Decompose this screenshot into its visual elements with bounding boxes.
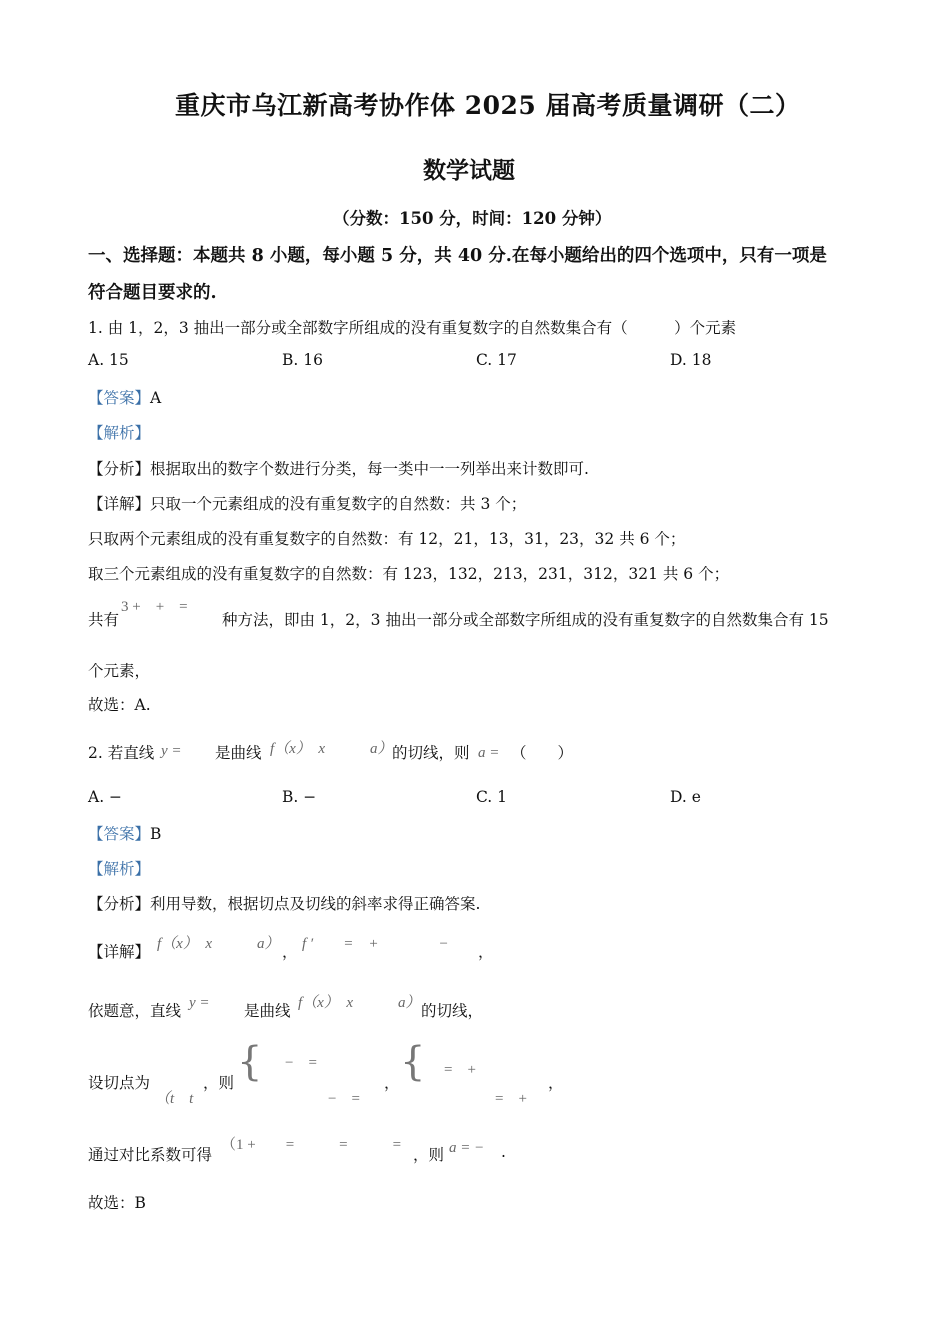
- q2-xiangjie-formula-f: f（x） x a）: [157, 936, 280, 952]
- q2-yiti-mid: 是曲线: [244, 1002, 291, 1020]
- q2-xiangjie-formula-fprime: f ′ = + −: [302, 936, 449, 952]
- system-brace-icon: {: [237, 1039, 263, 1085]
- q1-detail-line3: 取三个元素组成的没有重复数字的自然数：有 123，132，213，231，312，321 共 6 个；: [88, 565, 730, 583]
- q2-qiedian-point: （t t: [155, 1091, 194, 1107]
- q2-fenxi-tag: 【分析】: [88, 895, 151, 913]
- q2-option-b: B. −: [282, 788, 317, 806]
- q2-yiti-prefix: 依题意，直线: [88, 1002, 182, 1020]
- q2-answer-line: [88, 822, 161, 844]
- q2-xiangjie-tag: 【详解】: [88, 943, 151, 961]
- q1-answer-line: [88, 386, 161, 408]
- q2-stem-c: 的切线，则: [392, 744, 470, 762]
- q2-stem-formula-a: a =: [478, 745, 500, 761]
- exam-subtitle: 数学试题: [423, 157, 515, 184]
- section-heading-line1: 一、选择题：本题共 8 小题，每小题 5 分，共 40 分.在每小题给出的四个选项中，只有一项是: [88, 246, 827, 266]
- q2-yiti-suffix: 的切线，: [421, 1002, 484, 1020]
- q2-stem-d: （ ）: [511, 744, 574, 762]
- q2-xiangjie-end: ，: [478, 943, 494, 961]
- q2-yiti-formula-line: y =: [189, 995, 210, 1011]
- q1-detail-line4-prefix: 共有: [88, 611, 120, 629]
- q2-compare-formula: （1 + = = =: [221, 1137, 402, 1153]
- q2-system2-line1: = +: [444, 1062, 476, 1078]
- q2-answer: B: [150, 825, 162, 843]
- section-heading-line2: 符合题目要求的.: [88, 283, 217, 303]
- q1-option-a: A. 15: [88, 351, 129, 369]
- q1-option-d: D. 18: [670, 351, 712, 369]
- q2-qiedian-comma: ，: [384, 1074, 400, 1092]
- q1-xiangjie: 只取一个元素组成的没有重复数字的自然数：共 3 个；: [150, 495, 527, 513]
- q2-analysis-tag: 【解析】: [88, 860, 151, 878]
- q2-system1-line1: − =: [285, 1055, 317, 1071]
- q2-stem-b: 是曲线: [215, 744, 262, 762]
- q2-stem-a: 2. 若直线: [88, 744, 155, 762]
- q1-xiangjie-line: [88, 492, 526, 514]
- q2-option-c: C. 1: [476, 788, 508, 806]
- q2-stem-formula-line: y =: [161, 743, 182, 759]
- q2-compare-period: .: [501, 1143, 506, 1161]
- q2-fenxi: 利用导数，根据切点及切线的斜率求得正确答案.: [150, 895, 481, 913]
- q1-analysis-tag: 【解析】: [88, 424, 151, 442]
- q1-answer: A: [150, 389, 162, 407]
- q2-qiedian-then: ，则: [203, 1074, 235, 1092]
- q2-xiangjie-sep: ，: [282, 943, 298, 961]
- q2-yiti-formula-curve: f（x） x a）: [298, 995, 421, 1011]
- exam-info: （分数：150 分，时间：120 分钟）: [333, 209, 612, 228]
- q1-conclusion: 故选：A.: [88, 696, 151, 714]
- q1-fenxi-line: [88, 457, 589, 479]
- q1-option-b: B. 16: [282, 351, 323, 369]
- q2-qiedian-end: ，: [548, 1074, 564, 1092]
- q1-detail-line4-formula: 3 + + =: [121, 599, 188, 615]
- q1-answer-tag: 【答案】: [88, 389, 151, 407]
- q1-fenxi-tag: 【分析】: [88, 460, 151, 478]
- q1-fenxi: 根据取出的数字个数进行分类，每一类中一一列举出来计数即可.: [150, 460, 589, 478]
- q1-detail-line4-text: 种方法，即由 1，2，3 抽出一部分或全部数字所组成的没有重复数字的自然数集合有 15: [222, 611, 829, 629]
- q1-stem: 1. 由 1，2，3 抽出一部分或全部数字所组成的没有重复数字的自然数集合有（ ）个元素: [88, 319, 737, 337]
- q2-qiedian-prefix: 设切点为: [88, 1074, 151, 1092]
- q2-fenxi-line: [88, 892, 480, 914]
- q1-xiangjie-tag: 【详解】: [88, 495, 151, 513]
- q2-answer-tag: 【答案】: [88, 825, 151, 843]
- exam-title: 重庆市乌江新高考协作体 2025 届高考质量调研（二）: [175, 91, 801, 120]
- q1-detail-line5: 个元素，: [88, 662, 151, 680]
- q2-option-d: D. e: [670, 788, 701, 806]
- q2-system1-line2: − =: [328, 1091, 360, 1107]
- q2-option-a: A. −: [88, 788, 123, 806]
- q2-conclusion: 故选：B: [88, 1194, 146, 1212]
- q2-system2-line2: = +: [495, 1091, 527, 1107]
- q2-compare-prefix: 通过对比系数可得: [88, 1146, 213, 1164]
- q2-compare-result: a = −: [449, 1140, 485, 1156]
- q2-stem-formula-curve: f（x） x a）: [270, 741, 393, 757]
- q1-option-c: C. 17: [476, 351, 517, 369]
- system-brace-icon: {: [400, 1039, 426, 1085]
- q1-detail-line2: 只取两个元素组成的没有重复数字的自然数：有 12，21，13，31，23，32 共 6 个；: [88, 530, 686, 548]
- q2-compare-then: ，则: [413, 1146, 445, 1164]
